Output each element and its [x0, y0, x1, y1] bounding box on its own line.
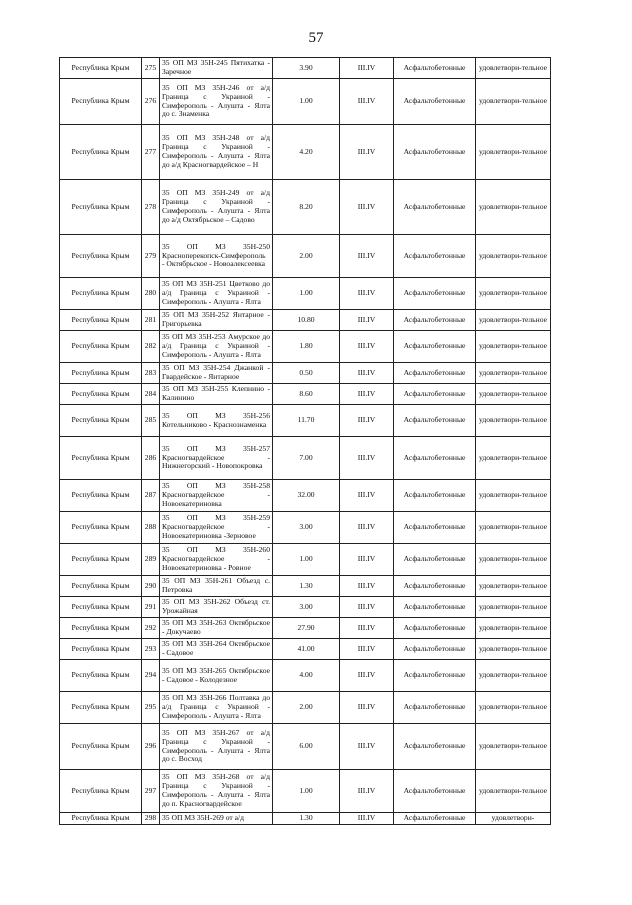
- road-name-cell: 35 ОП МЗ 35Н-246 от а/д Граница с Украиной - Симферополь - Алушта - Ялта до с. Знаменка: [160, 79, 273, 125]
- table-row: [60, 331, 551, 363]
- category-cell: III.IV: [340, 660, 394, 692]
- row-number-cell: 281: [142, 310, 160, 331]
- table-row: [60, 384, 551, 405]
- category-cell: III.IV: [340, 384, 394, 405]
- length-cell: 8.20: [273, 180, 340, 235]
- row-number-cell: 289: [142, 544, 160, 576]
- surface-cell: Асфальтобетонные: [394, 58, 476, 79]
- category-cell: III.IV: [340, 618, 394, 639]
- row-number-cell: 297: [142, 770, 160, 813]
- row-number-cell: 285: [142, 405, 160, 437]
- surface-cell: Асфальтобетонные: [394, 576, 476, 597]
- surface-cell: Асфальтобетонные: [394, 363, 476, 384]
- table-row: [60, 512, 551, 544]
- road-name-cell: 35 ОП МЗ 35Н-256 Котельниково - Краснознаменка: [160, 405, 273, 437]
- category-cell: III.IV: [340, 576, 394, 597]
- region-cell: Республика Крым: [60, 724, 142, 770]
- surface-cell: Асфальтобетонные: [394, 512, 476, 544]
- page-number: 57: [308, 30, 324, 46]
- category-cell: III.IV: [340, 310, 394, 331]
- category-cell: III.IV: [340, 278, 394, 310]
- table-row: [60, 278, 551, 310]
- condition-cell: удовлетвори-тельное: [476, 576, 551, 597]
- category-cell: III.IV: [340, 125, 394, 180]
- category-cell: III.IV: [340, 437, 394, 480]
- table-row: [60, 813, 551, 825]
- condition-cell: удовлетвори-тельное: [476, 437, 551, 480]
- category-cell: III.IV: [340, 813, 394, 825]
- region-cell: Республика Крым: [60, 813, 142, 825]
- length-cell: 4.00: [273, 660, 340, 692]
- row-number-cell: 279: [142, 235, 160, 278]
- table-row: [60, 363, 551, 384]
- road-name-cell: 35 ОП МЗ 35Н-260 Красногвардейское - Новоекатериновка - Ровное: [160, 544, 273, 576]
- condition-cell: удовлетвори-тельное: [476, 692, 551, 724]
- region-cell: Республика Крым: [60, 437, 142, 480]
- category-cell: III.IV: [340, 180, 394, 235]
- row-number-cell: 278: [142, 180, 160, 235]
- length-cell: 32.00: [273, 480, 340, 512]
- table-row: [60, 692, 551, 724]
- region-cell: Республика Крым: [60, 405, 142, 437]
- region-cell: Республика Крым: [60, 480, 142, 512]
- surface-cell: Асфальтобетонные: [394, 79, 476, 125]
- length-cell: 27.90: [273, 618, 340, 639]
- row-number-cell: 280: [142, 278, 160, 310]
- length-cell: 3.00: [273, 512, 340, 544]
- table-row: [60, 480, 551, 512]
- road-name-cell: 35 ОП МЗ 35Н-268 от а/д Граница с Украиной - Симферополь - Алушта - Ялта до п. Красногвардейское: [160, 770, 273, 813]
- condition-cell: удовлетвори-тельное: [476, 480, 551, 512]
- condition-cell: удовлетвори-тельное: [476, 235, 551, 278]
- length-cell: 1.00: [273, 79, 340, 125]
- surface-cell: Асфальтобетонные: [394, 125, 476, 180]
- surface-cell: Асфальтобетонные: [394, 310, 476, 331]
- length-cell: 1.00: [273, 770, 340, 813]
- row-number-cell: 284: [142, 384, 160, 405]
- row-number-cell: 287: [142, 480, 160, 512]
- row-number-cell: 295: [142, 692, 160, 724]
- road-name-cell: 35 ОП МЗ 35Н-248 от а/д Граница с Украиной - Симферополь - Алушта - Ялта до а/д Красногвардейское – Н: [160, 125, 273, 180]
- region-cell: Республика Крым: [60, 384, 142, 405]
- road-name-cell: 35 ОП МЗ 35Н-254 Джанкой - Гвардейское - Янтарное: [160, 363, 273, 384]
- category-cell: III.IV: [340, 724, 394, 770]
- surface-cell: Асфальтобетонные: [394, 770, 476, 813]
- condition-cell: удовлетвори-тельное: [476, 310, 551, 331]
- length-cell: 0.50: [273, 363, 340, 384]
- condition-cell: удовлетвори-: [476, 813, 551, 825]
- region-cell: Республика Крым: [60, 597, 142, 618]
- road-name-cell: 35 ОП МЗ 35Н-263 Октябрьское - Докучаево: [160, 618, 273, 639]
- row-number-cell: 288: [142, 512, 160, 544]
- road-name-cell: 35 ОП МЗ 35Н-250 Красноперекопск-Симферополь - Октябрьское - Новоалексеевка: [160, 235, 273, 278]
- region-cell: Республика Крым: [60, 770, 142, 813]
- region-cell: Республика Крым: [60, 180, 142, 235]
- roads-table-body: [60, 58, 551, 825]
- length-cell: 7.00: [273, 437, 340, 480]
- table-row: [60, 576, 551, 597]
- road-name-cell: 35 ОП МЗ 35Н-261 Объезд с. Петровка: [160, 576, 273, 597]
- region-cell: Республика Крым: [60, 331, 142, 363]
- row-number-cell: 292: [142, 618, 160, 639]
- table-row: [60, 405, 551, 437]
- surface-cell: Асфальтобетонные: [394, 437, 476, 480]
- table-row: [60, 724, 551, 770]
- region-cell: Республика Крым: [60, 310, 142, 331]
- condition-cell: удовлетвори-тельное: [476, 660, 551, 692]
- row-number-cell: 298: [142, 813, 160, 825]
- condition-cell: удовлетвори-тельное: [476, 58, 551, 79]
- condition-cell: удовлетвори-тельное: [476, 79, 551, 125]
- length-cell: 6.00: [273, 724, 340, 770]
- category-cell: III.IV: [340, 405, 394, 437]
- roads-table: [59, 57, 551, 825]
- condition-cell: удовлетвори-тельное: [476, 544, 551, 576]
- road-name-cell: 35 ОП МЗ 35Н-258 Красногвардейское - Новоекатериновка: [160, 480, 273, 512]
- surface-cell: Асфальтобетонные: [394, 384, 476, 405]
- road-name-cell: 35 ОП МЗ 35Н-252 Янтарное - Григорьевка: [160, 310, 273, 331]
- condition-cell: удовлетвори-тельное: [476, 770, 551, 813]
- surface-cell: Асфальтобетонные: [394, 235, 476, 278]
- row-number-cell: 294: [142, 660, 160, 692]
- row-number-cell: 286: [142, 437, 160, 480]
- table-row: [60, 235, 551, 278]
- region-cell: Республика Крым: [60, 576, 142, 597]
- region-cell: Республика Крым: [60, 512, 142, 544]
- condition-cell: удовлетвори-тельное: [476, 125, 551, 180]
- region-cell: Республика Крым: [60, 235, 142, 278]
- table-row: [60, 660, 551, 692]
- table-row: [60, 79, 551, 125]
- row-number-cell: 293: [142, 639, 160, 660]
- region-cell: Республика Крым: [60, 660, 142, 692]
- category-cell: III.IV: [340, 79, 394, 125]
- road-name-cell: 35 ОП МЗ 35Н-267 от а/д Граница с Украиной - Симферополь - Алушта - Ялта до с. Восход: [160, 724, 273, 770]
- surface-cell: Асфальтобетонные: [394, 597, 476, 618]
- road-name-cell: 35 ОП МЗ 35Н-269 от а/д: [160, 813, 273, 825]
- surface-cell: Асфальтобетонные: [394, 544, 476, 576]
- table-row: [60, 310, 551, 331]
- road-name-cell: 35 ОП МЗ 35Н-251 Цветково до а/д Граница с Украиной - Симферополь - Алушта - Ялта: [160, 278, 273, 310]
- length-cell: 3.90: [273, 58, 340, 79]
- surface-cell: Асфальтобетонные: [394, 278, 476, 310]
- road-name-cell: 35 ОП МЗ 35Н-262 Объезд ст. Урожайная: [160, 597, 273, 618]
- surface-cell: Асфальтобетонные: [394, 405, 476, 437]
- surface-cell: Асфальтобетонные: [394, 660, 476, 692]
- condition-cell: удовлетвори-тельное: [476, 512, 551, 544]
- region-cell: Республика Крым: [60, 692, 142, 724]
- surface-cell: Асфальтобетонные: [394, 813, 476, 825]
- category-cell: III.IV: [340, 544, 394, 576]
- condition-cell: удовлетвори-тельное: [476, 405, 551, 437]
- length-cell: 3.00: [273, 597, 340, 618]
- condition-cell: удовлетвори-тельное: [476, 597, 551, 618]
- condition-cell: удовлетвори-тельное: [476, 384, 551, 405]
- length-cell: 1.30: [273, 576, 340, 597]
- category-cell: III.IV: [340, 331, 394, 363]
- table-row: [60, 180, 551, 235]
- road-name-cell: 35 ОП МЗ 35Н-265 Октябрьское - Садовое - Колодезное: [160, 660, 273, 692]
- region-cell: Республика Крым: [60, 79, 142, 125]
- category-cell: III.IV: [340, 692, 394, 724]
- region-cell: Республика Крым: [60, 58, 142, 79]
- length-cell: 8.60: [273, 384, 340, 405]
- condition-cell: удовлетвори-тельное: [476, 363, 551, 384]
- category-cell: III.IV: [340, 597, 394, 618]
- row-number-cell: 282: [142, 331, 160, 363]
- category-cell: III.IV: [340, 639, 394, 660]
- row-number-cell: 283: [142, 363, 160, 384]
- surface-cell: Асфальтобетонные: [394, 692, 476, 724]
- condition-cell: удовлетвори-тельное: [476, 724, 551, 770]
- length-cell: 1.00: [273, 544, 340, 576]
- condition-cell: удовлетвори-тельное: [476, 639, 551, 660]
- surface-cell: Асфальтобетонные: [394, 180, 476, 235]
- row-number-cell: 277: [142, 125, 160, 180]
- row-number-cell: 275: [142, 58, 160, 79]
- region-cell: Республика Крым: [60, 125, 142, 180]
- category-cell: III.IV: [340, 235, 394, 278]
- row-number-cell: 291: [142, 597, 160, 618]
- road-name-cell: 35 ОП МЗ 35Н-259 Красногвардейское - Новоекатериновка -Зерновое: [160, 512, 273, 544]
- length-cell: 1.00: [273, 278, 340, 310]
- row-number-cell: 296: [142, 724, 160, 770]
- length-cell: 11.70: [273, 405, 340, 437]
- surface-cell: Асфальтобетонные: [394, 639, 476, 660]
- length-cell: 1.80: [273, 331, 340, 363]
- length-cell: 1.30: [273, 813, 340, 825]
- table-row: [60, 58, 551, 79]
- condition-cell: удовлетвори-тельное: [476, 180, 551, 235]
- table-row: [60, 618, 551, 639]
- road-name-cell: 35 ОП МЗ 35Н-253 Амурское до а/д Граница с Украиной - Симферополь - Алушта - Ялта: [160, 331, 273, 363]
- length-cell: 41.00: [273, 639, 340, 660]
- region-cell: Республика Крым: [60, 618, 142, 639]
- road-name-cell: 35 ОП МЗ 35Н-266 Полтавка до а/д Граница с Украиной - Симферополь - Алушта - Ялта: [160, 692, 273, 724]
- surface-cell: Асфальтобетонные: [394, 724, 476, 770]
- region-cell: Республика Крым: [60, 544, 142, 576]
- row-number-cell: 276: [142, 79, 160, 125]
- road-name-cell: 35 ОП МЗ 35Н-249 от а/д Граница с Украиной - Симферополь - Алушта - Ялта до а/д Октябрьское – Садово: [160, 180, 273, 235]
- category-cell: III.IV: [340, 770, 394, 813]
- table-row: [60, 597, 551, 618]
- table-row: [60, 125, 551, 180]
- length-cell: 10.80: [273, 310, 340, 331]
- road-name-cell: 35 ОП МЗ 35Н-255 Клепнино - Калинино: [160, 384, 273, 405]
- table-row: [60, 544, 551, 576]
- surface-cell: Асфальтобетонные: [394, 618, 476, 639]
- length-cell: 4.20: [273, 125, 340, 180]
- region-cell: Республика Крым: [60, 363, 142, 384]
- length-cell: 2.00: [273, 235, 340, 278]
- category-cell: III.IV: [340, 480, 394, 512]
- region-cell: Республика Крым: [60, 639, 142, 660]
- category-cell: III.IV: [340, 58, 394, 79]
- length-cell: 2.00: [273, 692, 340, 724]
- condition-cell: удовлетвори-тельное: [476, 618, 551, 639]
- surface-cell: Асфальтобетонные: [394, 331, 476, 363]
- table-row: [60, 770, 551, 813]
- table-row: [60, 437, 551, 480]
- region-cell: Республика Крым: [60, 278, 142, 310]
- category-cell: III.IV: [340, 363, 394, 384]
- condition-cell: удовлетвори-тельное: [476, 278, 551, 310]
- condition-cell: удовлетвори-тельное: [476, 331, 551, 363]
- table-row: [60, 639, 551, 660]
- road-name-cell: 35 ОП МЗ 35Н-245 Пятихатка - Заречное: [160, 58, 273, 79]
- road-name-cell: 35 ОП МЗ 35Н-257 Красногвардейское - Нижнегорский - Новопокровка: [160, 437, 273, 480]
- surface-cell: Асфальтобетонные: [394, 480, 476, 512]
- row-number-cell: 290: [142, 576, 160, 597]
- road-name-cell: 35 ОП МЗ 35Н-264 Октябрьское - Садовое: [160, 639, 273, 660]
- category-cell: III.IV: [340, 512, 394, 544]
